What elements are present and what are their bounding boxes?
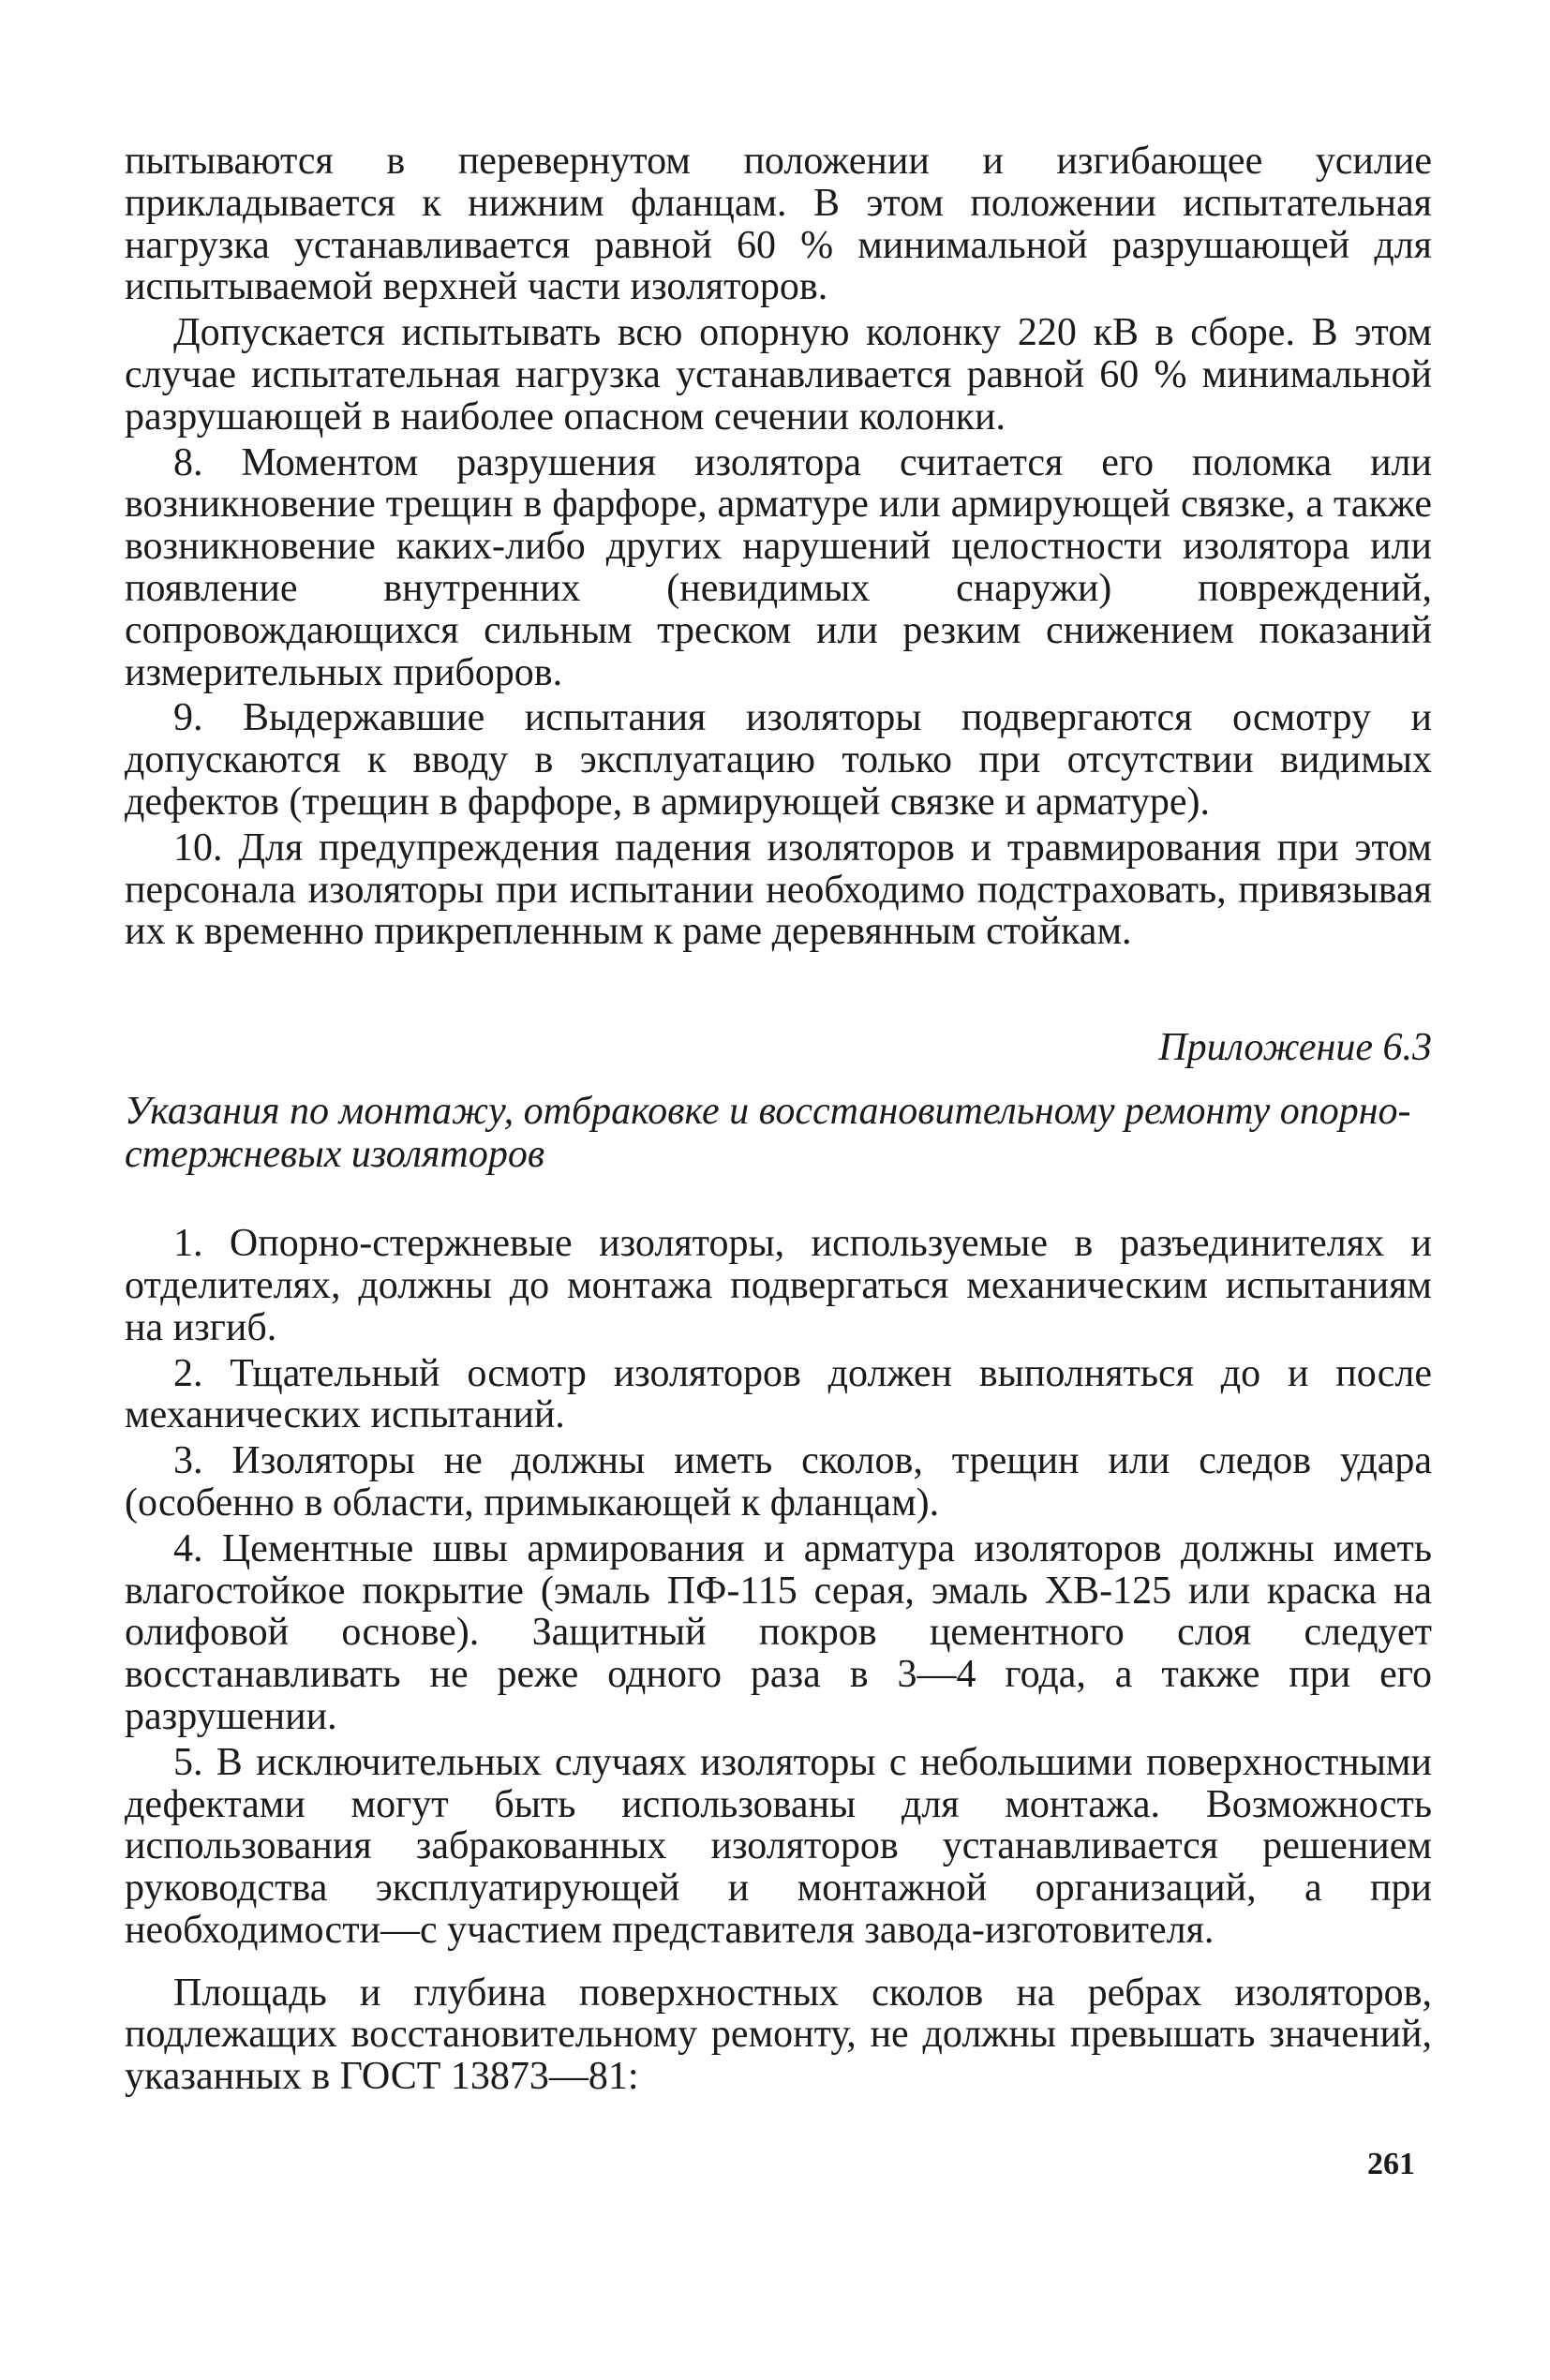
section-title: Указания по монтажу, отбраковке и восстановительному ремонту опорно-стержневых изоляторов — [125, 1090, 1411, 1177]
paragraph-chip-limits: Площадь и глубина поверхностных сколов на ребрах изоляторов, подлежащих восстановительному ремонту, не должны превышать значений, указанных в ГОСТ 13873—81: — [125, 1971, 1432, 2099]
list-item-2: 2. Тщательный осмотр изоляторов должен выполняться до и после механических испытаний. — [125, 1351, 1432, 1437]
page-number: 261 — [1367, 2147, 1415, 2181]
paragraph-continuation: пытываются в перевернутом положении и изгибающее усилие прикладывается к нижним фланцам. В этом положении испытательная нагрузка устанавливается равной 60 % минимальной разрушающей для испытываемой верхней части изоляторов. — [125, 140, 1432, 309]
appendix-label: Приложение 6.3 — [1158, 1026, 1432, 1070]
paragraph-item-10: 10. Для предупреждения падения изоляторов и травмирования при этом персонала изоляторы при испытании необходимо подстраховать, привязывая их к временно прикрепленным к раме деревянным стойкам. — [125, 826, 1432, 954]
paragraph-item-8: 8. Моментом разрушения изолятора считается его поломка или возникновение трещин в фарфоре, арматуре или армирующей связке, а также возникновение каких-либо других нарушений целостности изолятора или появление внутренних (невидимых снаружи) повреждений, сопровождающихся сильным треском или резким снижением показаний измерительных приборов. — [125, 440, 1432, 694]
list-item-1: 1. Опорно-стержневые изоляторы, используемые в разъединителях и отделителях, должны до монтажа подвергаться механическим испытаниям на изгиб. — [125, 1222, 1432, 1349]
page-body — [125, 141, 1432, 2098]
list-item-5: 5. В исключительных случаях изоляторы с небольшими поверхностными дефектами могут быть использованы для монтажа. Возможность использования забракованных изоляторов устанавливается решением руководства эксплуатирующей и монтажной организаций, а при необходимости—с участием представителя завода-изготовителя. — [125, 1740, 1432, 1952]
list-item-4: 4. Цементные швы армирования и арматура изоляторов должны иметь влагостойкое покрытие (эмаль ПФ-115 серая, эмаль ХВ-125 или краска на олифовой основе). Защитный покров цементного слоя следует восстанавливать не реже одного раза в 3—4 года, а также при его разрушении. — [125, 1526, 1432, 1738]
paragraph-item-9: 9. Выдержавшие испытания изоляторы подвергаются осмотру и допускаются к вводу в эксплуатацию только при отсутствии видимых дефектов (трещин в фарфоре, в армирующей связке и арматуре). — [125, 696, 1432, 824]
instruction-list — [125, 1223, 1432, 1952]
paragraph-column-test: Допускается испытывать всю опорную колонку 220 кВ в сборе. В этом случае испытательная нагрузка устанавливается равной 60 % минимальной разрушающей в наиболее опасном сечении колонки. — [125, 311, 1432, 439]
list-item-3: 3. Изоляторы не должны иметь сколов, трещин или следов удара (особенно в области, примыкающей к фланцам). — [125, 1439, 1432, 1525]
